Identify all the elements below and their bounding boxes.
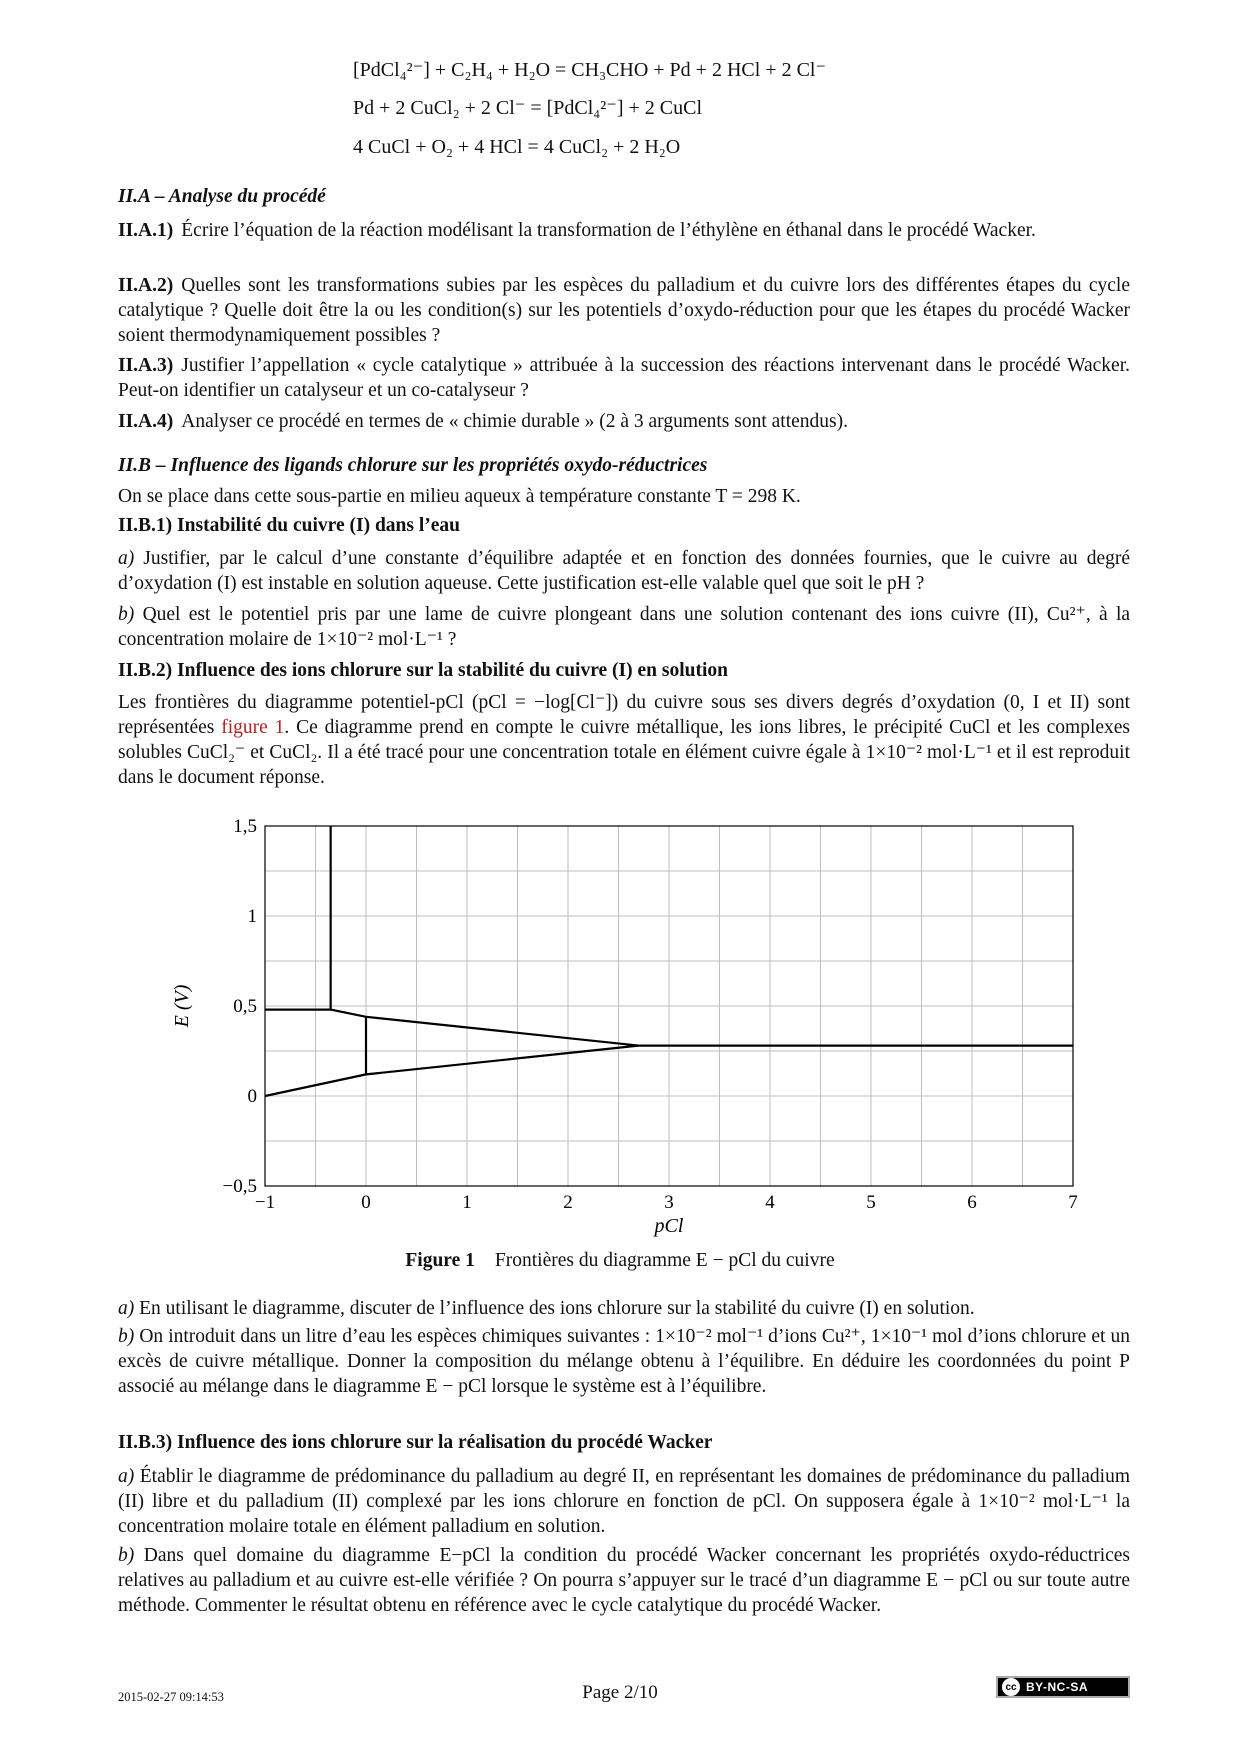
license-badge (996, 1676, 1130, 1698)
question-b2b-label: b) (118, 1326, 135, 1347)
question-b3a-text: Établir le diagramme de prédominance du palladium au degré II, en représentant les domaines de prédominance du palladium (II) libre et du palladium (II) complexé par les ions chlorure en fonction de pCl. On supposera égale à 1×10⁻² mol·L⁻¹ la concentration molaire totale en élément palladium en solution. (118, 1466, 1131, 1537)
figure-caption (0, 1248, 1240, 1273)
equation-3: 4 CuCl + O₂ + 4 HCl = 4 CuCl₂ + 2 H₂O (353, 136, 681, 158)
equation-1: [PdCl₄²⁻] + C₂H₄ + H₂O = CH₃CHO + Pd + 2 HCl + 2 Cl⁻ (353, 59, 827, 81)
footer-page-number: Page 2/10 (582, 1682, 658, 1703)
y-tick-label: 1 (247, 906, 257, 927)
x-tick-label: 7 (1068, 1192, 1078, 1213)
frontier-lower-branch (265, 1046, 639, 1096)
x-tick-label: −1 (254, 1192, 276, 1213)
question-b2a-label: a) (118, 1298, 135, 1319)
x-tick-label: 2 (563, 1192, 573, 1213)
subsection-b1-heading: II.B.1) Instabilité du cuivre (I) dans l’eau (118, 515, 461, 536)
x-tick-label: 5 (866, 1192, 876, 1213)
x-tick-labels (255, 1192, 1078, 1213)
x-axis-label: pCl (654, 1215, 684, 1237)
x-tick-label: 0 (361, 1192, 371, 1213)
x-tick-label: 3 (664, 1192, 674, 1213)
question-b3a (118, 1464, 1130, 1539)
question-b2b (118, 1324, 1130, 1399)
subsection-b2-heading: II.B.2) Influence des ions chlorure sur la stabilité du cuivre (I) en solution (118, 660, 728, 681)
y-tick-label: 0 (247, 1086, 257, 1107)
question-a3-text: Justifier l’appellation « cycle catalytique » attribuée à la succession des réactions intervenant dans le procédé Wacker. Peut-on identifier un catalyseur et un co-catalyseur ? (118, 355, 1130, 401)
figure-label: Figure 1 (405, 1250, 475, 1271)
question-b1b-text: Quel est le potentiel pris par une lame de cuivre plongeant dans une solution contenant des ions cuivre (II), Cu²⁺, à la concentration molaire de 1×10⁻² mol·L⁻¹ ? (118, 604, 1131, 650)
y-tick-label: 1,5 (233, 816, 257, 837)
license-text: BY-NC-SA (1026, 1679, 1089, 1694)
y-tick-label: 0,5 (233, 996, 257, 1017)
question-b3b-label: b) (118, 1545, 135, 1566)
question-b3b (118, 1543, 1130, 1618)
question-b2b-text: On introduit dans un litre d’eau les espèces chimiques suivantes : 1×10⁻² mol⁻¹ d’ions Cu²⁺, 1×10⁻¹ mol d’ions chlorure et un excès de cuivre métallique. Donner la composition du mélange obtenu à l’équilibre. En déduire les coordonnées du point P associé au mélange dans le diagramme E − pCl lorsque le système est à l’équilibre. (118, 1326, 1131, 1397)
question-b2a (118, 1296, 1130, 1321)
question-a1-label: II.A.1) (118, 220, 174, 241)
question-a2-text: Quelles sont les transformations subies par les espèces du palladium et du cuivre lors des différentes étapes du cycle catalytique ? Quelle doit être la ou les condition(s) sur les potentiels d’oxydo-réduction pour que les étapes du procédé Wacker soient thermodynamiquement possibles ? (118, 275, 1130, 346)
question-b3a-label: a) (118, 1466, 135, 1487)
x-tick-label: 4 (765, 1192, 775, 1213)
question-b1a-text: Justifier, par le calcul d’une constante d’équilibre adaptée et en fonction des données fournies, que le cuivre au degré d’oxydation (I) est instable en solution aqueuse. Cette justification est-elle valable quel que soit le pH ? (118, 548, 1131, 594)
y-axis-label: E (V) (171, 984, 193, 1028)
question-a3-label: II.A.3) (118, 355, 174, 376)
question-b2a-text: En utilisant le diagramme, discuter de l’influence des ions chlorure sur la stabilité du cuivre (I) en solution. (139, 1298, 975, 1319)
creative-commons-icon: cc (1002, 1678, 1020, 1696)
x-tick-label: 6 (967, 1192, 977, 1213)
y-tick-label: −0,5 (222, 1176, 257, 1197)
question-a1-text: Écrire l’équation de la réaction modélisant la transformation de l’éthylène en éthanal dans le procédé Wacker. (181, 220, 1036, 241)
subsection-b3-heading: II.B.3) Influence des ions chlorure sur la réalisation du procédé Wacker (118, 1432, 713, 1453)
footer-timestamp: 2015-02-27 09:14:53 (118, 1690, 224, 1704)
frontier-upper-branch (331, 1010, 639, 1046)
question-b1b-label: b) (118, 604, 135, 625)
question-b1a-label: a) (118, 548, 135, 569)
y-tick-labels (223, 816, 257, 1197)
section-b-heading: II.B – Influence des ligands chlorure sur les propriétés oxydo-réductrices (118, 455, 708, 476)
section-b-intro: On se place dans cette sous-partie en milieu aqueux à température constante T = 298 K. (118, 486, 801, 507)
question-a2-label: II.A.2) (118, 275, 174, 296)
question-a4-label: II.A.4) (118, 411, 174, 432)
x-tick-label: 1 (462, 1192, 472, 1213)
figure-caption-text: Frontières du diagramme E − pCl du cuivre (494, 1250, 835, 1271)
b2-intro-part1: Les frontières du diagramme potentiel-pCl (pCl = −log[Cl⁻]) du cuivre sous ses divers degrés d’oxydation (0, I et II) sont représentées (118, 692, 1130, 738)
equation-2: Pd + 2 CuCl₂ + 2 Cl⁻ = [PdCl₄²⁻] + 2 CuCl (353, 97, 703, 119)
b2-intro-part2: . Ce diagramme prend en compte le cuivre métallique, les ions libres, le précipité CuCl et les complexes solubles CuCl₂⁻ et CuCl₂. Il a été tracé pour une concentration totale en élément cuivre égale à 1×10⁻² mol·L⁻¹ et il est reproduit dans le document réponse. (118, 717, 1131, 788)
section-a-heading: II.A – Analyse du procédé (118, 186, 326, 207)
figure-1-link[interactable]: figure 1 (221, 717, 285, 738)
question-b3b-text: Dans quel domaine du diagramme E−pCl la condition du procédé Wacker concernant les propriétés oxydo-réductrices relatives au palladium et au cuivre est-elle vérifiée ? On pourra s’appuyer sur le tracé d’un diagramme E − pCl ou sur toute autre méthode. Commenter le résultat obtenu en référence avec le cycle catalytique du procédé Wacker. (118, 1545, 1131, 1616)
chart-grid (265, 826, 1073, 1186)
question-a4-text: Analyser ce procédé en termes de « chimie durable » (2 à 3 arguments sont attendus). (181, 411, 849, 432)
